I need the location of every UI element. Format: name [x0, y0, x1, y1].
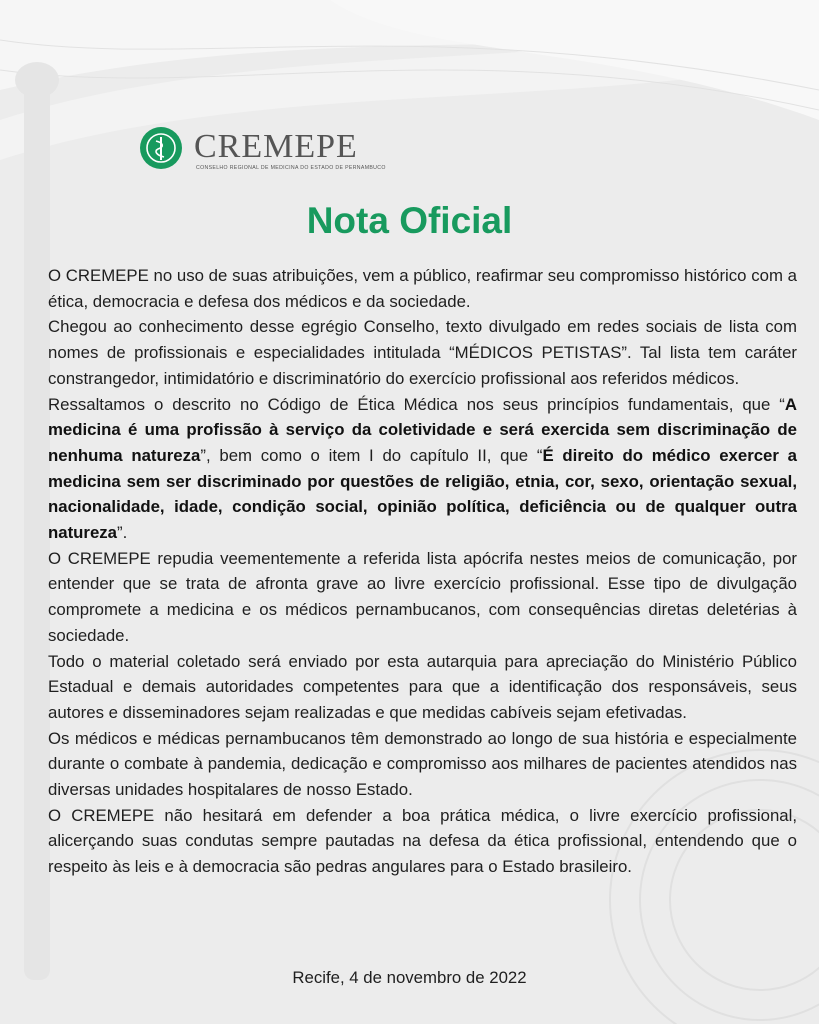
paragraph-3	[48, 392, 797, 546]
cremepe-logo	[140, 127, 386, 173]
paragraph-2: Chegou ao conhecimento desse egrégio Conselho, texto divulgado em redes sociais de lista com nomes de profissionais e especialidades intitulada “MÉDICOS PETISTAS”. Tal lista tem caráter constrangedor, intimidatório e discriminatório do exercício profissional aos referidos médicos.	[48, 317, 797, 388]
paragraph-3-intro: Ressaltamos o descrito no Código de Ética Médica nos seus princípios fundamentais, que “	[48, 394, 785, 414]
caduceus-logo-icon	[140, 127, 182, 169]
date-signoff: Recife, 4 de novembro de 2022	[292, 968, 527, 987]
paragraph-6: Os médicos e médicas pernambucanos têm demonstrado ao longo de sua história e especialmente durante o combate à pandemia, dedicação e compromisso aos milhares de pacientes atendidos nas diversas unidades hospitalares de nosso Estado.	[48, 728, 797, 800]
statement-body	[48, 263, 797, 880]
ethics-code-quote-1: A medicina é uma profissão à serviço da coletividade e será exercida sem discriminação de nenhuma natureza	[48, 394, 797, 465]
page-title: Nota Oficial	[306, 200, 513, 241]
paragraph-3-middle: ”, bem como o item I do capítulo II, que “	[200, 445, 543, 465]
paragraph-7: O CREMEPE não hesitará em defender a boa prática médica, o livre exercício profissional, alicerçando suas condutas sempre pautadas na defesa da ética profissional, entendendo que o respeito às leis e à democracia são pedras angulares para o Estado brasileiro.	[48, 805, 797, 877]
brand-subtitle: CONSELHO REGIONAL DE MEDICINA DO ESTADO DE PERNAMBUCO	[196, 165, 386, 171]
brand-name: CREMEPE	[194, 128, 358, 165]
paragraph-5: Todo o material coletado será enviado por esta autarquia para apreciação do Ministério Público Estadual e demais autoridades competentes para que a identificação dos responsáveis, seus autores e disseminadores sejam realizadas e que medidas cabíveis sejam efetivadas.	[48, 651, 797, 722]
paragraph-3-end: ”.	[117, 523, 128, 543]
paragraph-4: O CREMEPE repudia veementemente a referida lista apócrifa nestes meios de comunicação, por entender que se trata de afronta grave ao livre exercício profissional. Esse tipo de divulgação compromete a medicina e os médicos pernambucanos, com consequências diretas deletérias à sociedade.	[48, 548, 797, 645]
paragraph-1: O CREMEPE no uso de suas atribuições, vem a público, reafirmar seu compromisso histórico com a ética, democracia e defesa dos médicos e da sociedade.	[48, 266, 797, 311]
ethics-code-quote-2: É direito do médico exercer a medicina sem ser discriminado por questões de religião, etnia, cor, sexo, orientação sexual, nacionalidade, idade, condição social, opinião política, deficiência ou de qualquer outra natureza	[48, 445, 798, 543]
